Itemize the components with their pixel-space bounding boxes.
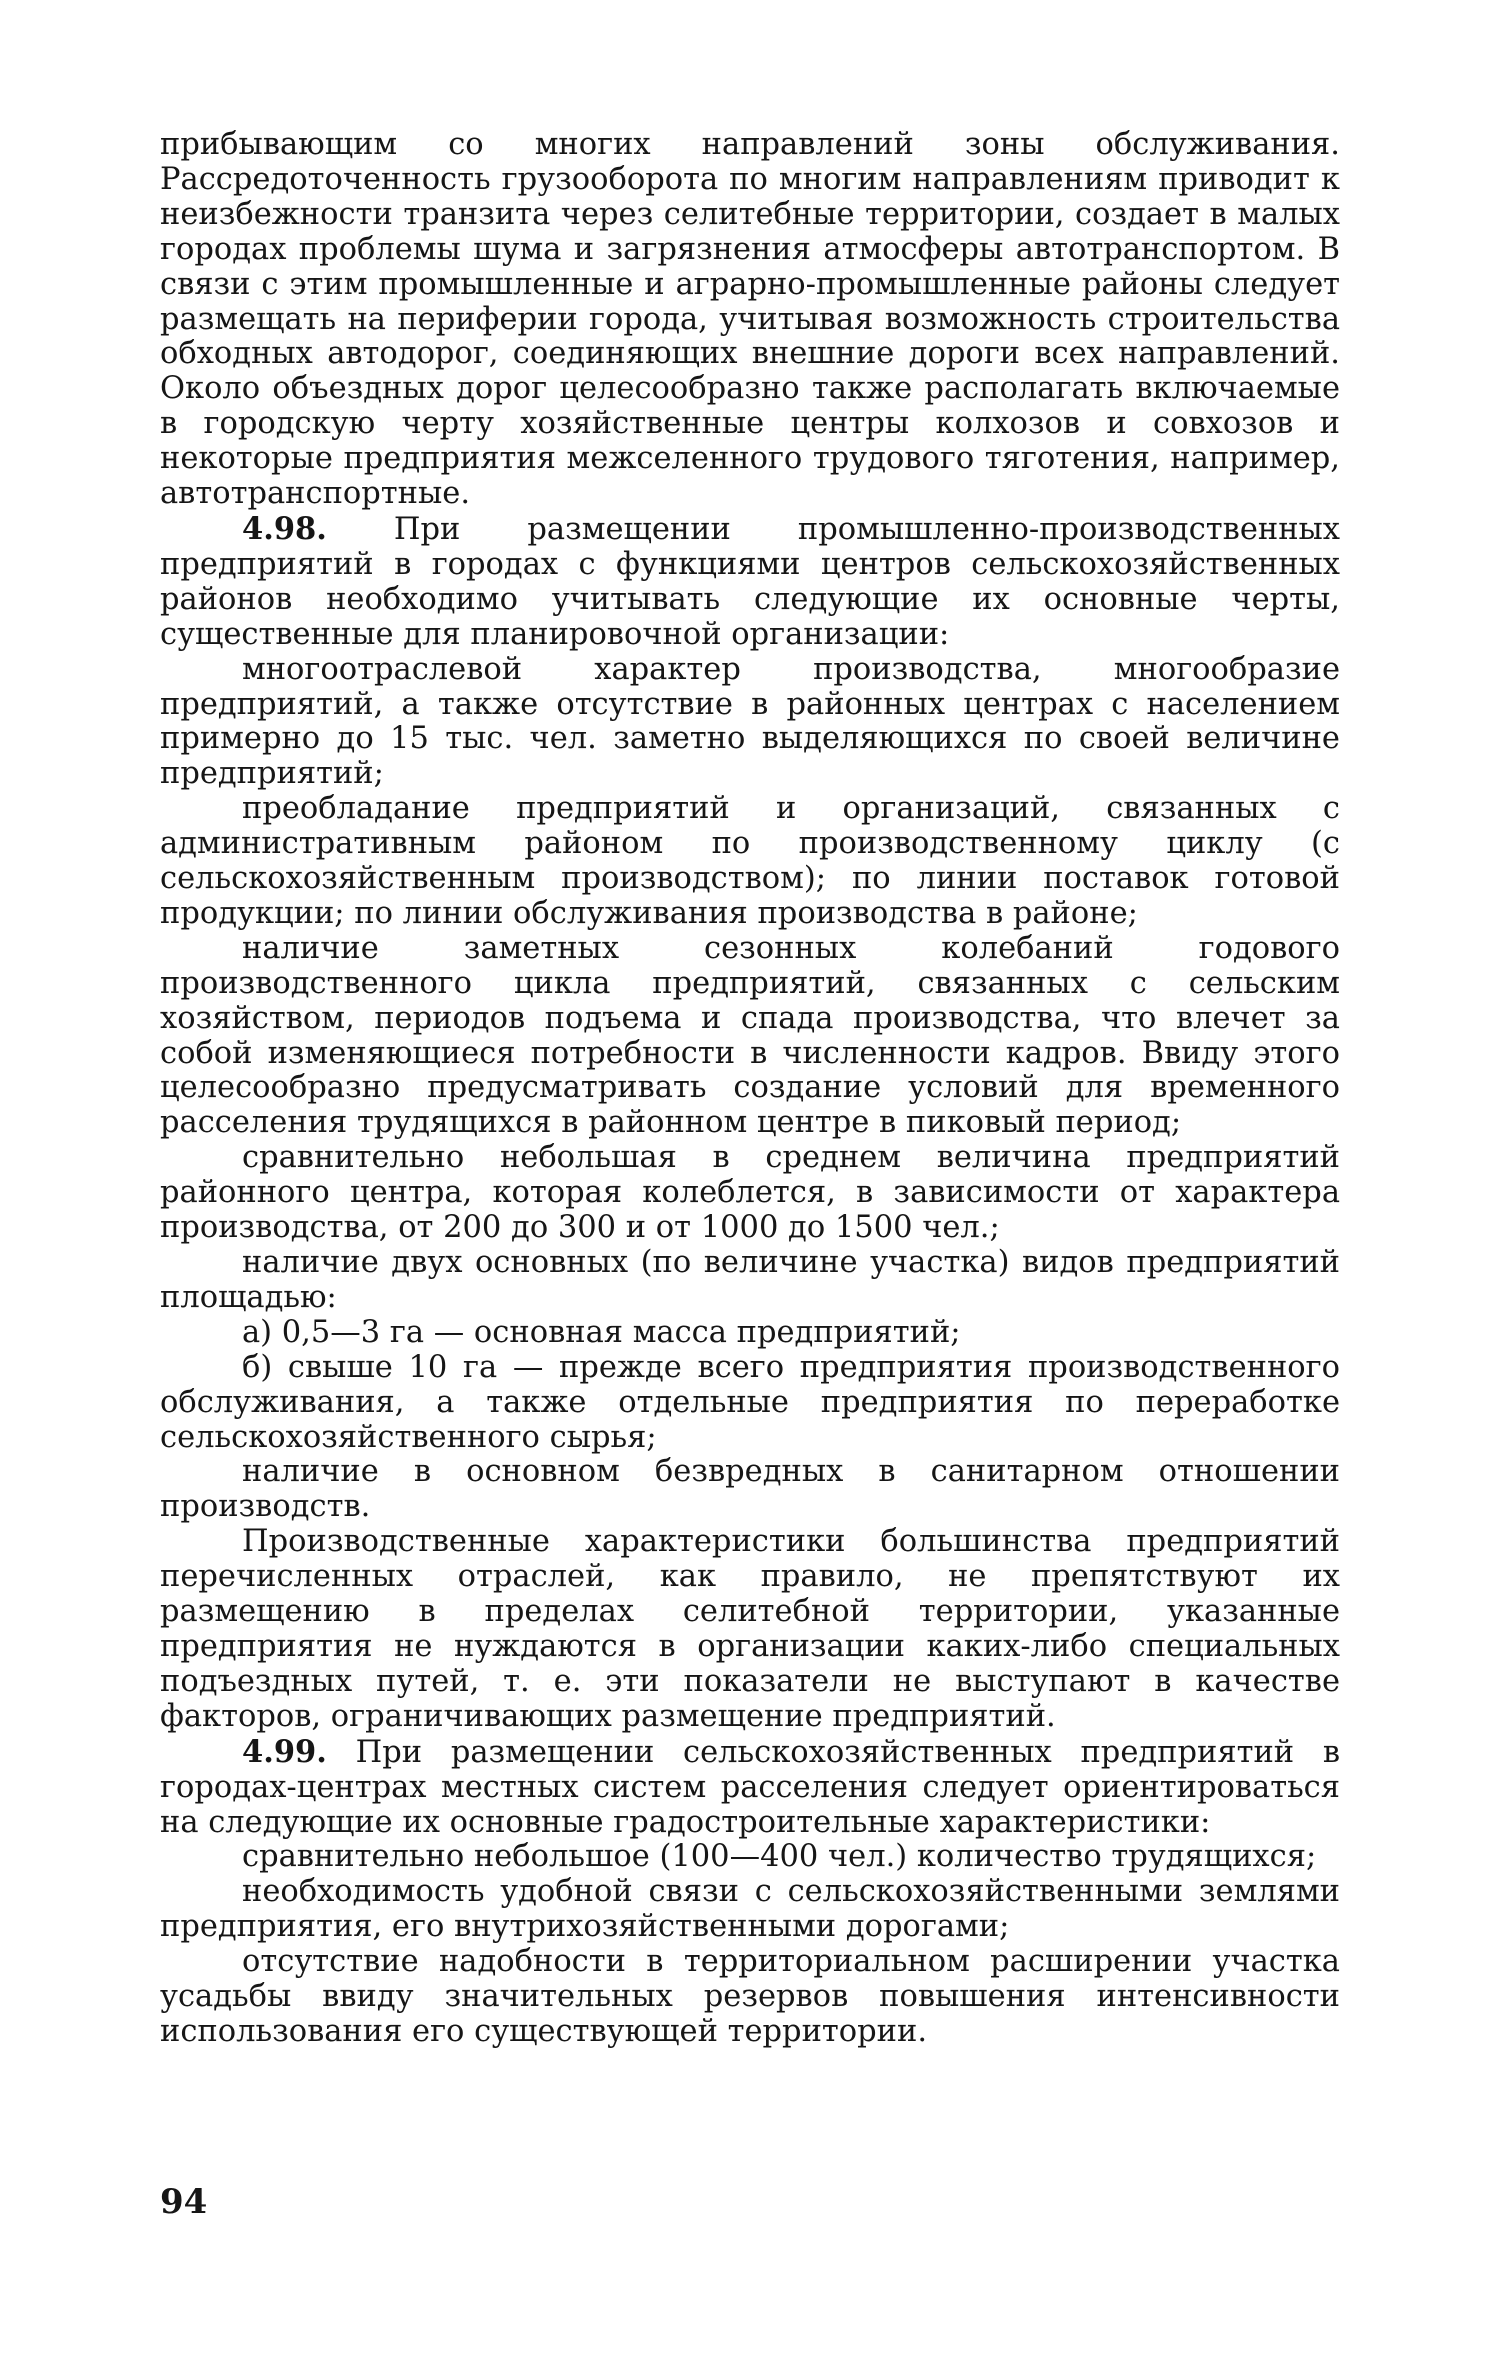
paragraph-text: При размещении сельскохозяйственных предприятий в городах-центрах местных систем расселения следует ориентироваться на следующие их основные градостроительные характеристики:: [160, 1734, 1340, 1840]
list-item-text: сравнительно небольшая в среднем величина предприятий районного центра, которая колеблется, в зависимости от характера производства, от 200 до 300 и от 1000 до 1500 чел.;: [160, 1140, 1340, 1246]
page-number: 94: [160, 2182, 208, 2222]
list-item: [160, 653, 1340, 793]
list-item: [160, 1455, 1340, 1525]
paragraph: [160, 1525, 1340, 1734]
paragraph-continuation: [160, 128, 1340, 512]
paragraph-section-4-99: [160, 1735, 1340, 1841]
list-item: [160, 792, 1340, 932]
list-item: [160, 1840, 1340, 1875]
list-item-text: наличие заметных сезонных колебаний годового производственного цикла предприятий, связанных с сельским хозяйством, периодов подъема и спада производства, что влечет за собой изменяющиеся потребности в численности кадров. Ввиду этого целесообразно предусматривать создание условий для временного расселения трудящихся в районном центре в пиковый период;: [160, 930, 1340, 1141]
paragraph-text: При размещении промышленно-производственных предприятий в городах с функциями центров сельскохозяйственных районов необходимо учитывать следующие их основные черты, существенные для планировочной организации:: [160, 511, 1341, 652]
list-item: [160, 1141, 1340, 1246]
list-item: [160, 1875, 1340, 1945]
list-item: [160, 932, 1340, 1141]
list-item-text: наличие двух основных (по величине участка) видов предприятий площадью:: [160, 1245, 1340, 1315]
list-item: [160, 1246, 1340, 1316]
page-text-block: [160, 128, 1340, 2050]
list-item: [160, 1945, 1340, 2050]
sub-item-text: а) 0,5—3 га — основная масса предприятий;: [242, 1314, 961, 1350]
sub-item-b: [160, 1351, 1340, 1456]
list-item-text: сравнительно небольшое (100—400 чел.) количество трудящихся;: [242, 1839, 1317, 1875]
list-item-text: преобладание предприятий и организаций, связанных с административным районом по производственному циклу (с сельскохозяйственным производством); по линии поставок готовой продукции; по линии обслуживания производства в районе;: [160, 791, 1340, 931]
section-number: 4.99.: [242, 1733, 327, 1770]
sub-item-a: [160, 1316, 1340, 1351]
list-item-text: отсутствие надобности в территориальном расширении участка усадьбы ввиду значительных резервов повышения интенсивности использования его существующей территории.: [160, 1944, 1340, 2049]
list-item-text: необходимость удобной связи с сельскохозяйственными землями предприятия, его внутрихозяйственными дорогами;: [160, 1874, 1340, 1945]
section-number: 4.98.: [242, 510, 327, 547]
list-item-text: наличие в основном безвредных в санитарном отношении производств.: [160, 1454, 1340, 1525]
sub-item-text: б) свыше 10 га — прежде всего предприятия производственного обслуживания, а также отдельные предприятия по переработке сельскохозяйственного сырья;: [160, 1349, 1340, 1455]
paragraph-text: Производственные характеристики большинства предприятий перечисленных отраслей, как правило, не препятствуют их размещению в пределах селитебной территории, указанные предприятия не нуждаются в организации каких-либо специальных подъездных путей, т. е. эти показатели не выступают в качестве факторов, ограничивающих размещение предприятий.: [160, 1524, 1340, 1734]
list-item-text: многоотраслевой характер производства, многообразие предприятий, а также отсутствие в районных центрах с населением примерно до 15 тыс. чел. заметно выделяющихся по своей величине предприятий;: [160, 651, 1340, 792]
paragraph-section-4-98: [160, 512, 1340, 653]
paragraph-text: прибывающим со многих направлений зоны обслуживания. Рассредоточенность грузооборота по многим направлениям приводит к неизбежности транзита через селитебные территории, создает в малых городах проблемы шума и загрязнения атмосферы автотранспортом. В связи с этим промышленные и аграрно-промышленные районы следует размещать на периферии города, учитывая возможность строительства обходных автодорог, соединяющих внешние дороги всех направлений. Около объездных дорог целесообразно также располагать включаемые в городскую черту хозяйственные центры колхозов и совхозов и некоторые предприятия межселенного трудового тяготения, например, автотранспортные.: [160, 127, 1340, 512]
